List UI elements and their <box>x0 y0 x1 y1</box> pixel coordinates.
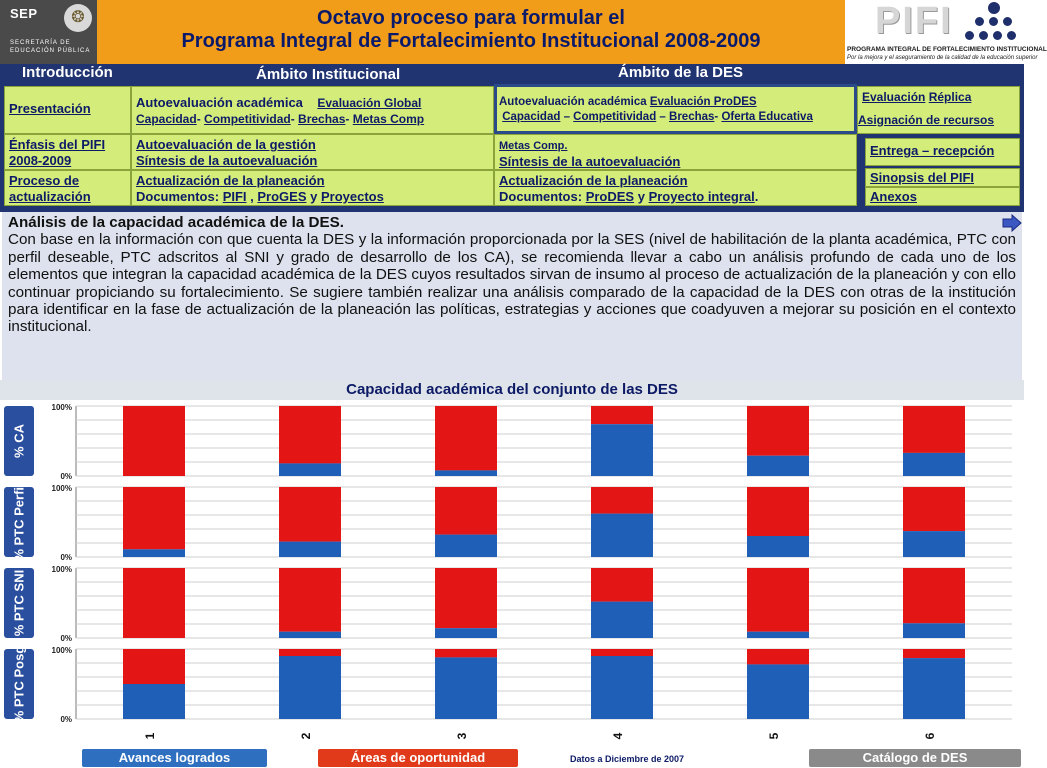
nav-des-sintesis <box>494 134 857 170</box>
category-label: 4 <box>611 732 625 740</box>
nav-sinopsis[interactable] <box>865 168 1020 187</box>
pifi-logo <box>845 0 1047 64</box>
pifi-logo-line1: PROGRAMA INTEGRAL DE FORTALECIMIENTO INSTITUCIONAL <box>847 46 1047 53</box>
des-autoeval-label: Autoevaluación académica <box>499 96 647 108</box>
des-sintesis-link[interactable]: Síntesis de la autoevaluación <box>499 154 681 169</box>
bar-remainder <box>279 649 341 656</box>
bar-value <box>279 542 341 557</box>
nav-inst-gestion <box>131 134 494 170</box>
analysis-body: Con base en la información con que cuenta la DES y la información proporcionada por la SES (nivel de habilitación de la planta académica, PTC con perfil deseable, PTC adscritos al SNI y grado de desarrollo de los CA), se recomienda llevar a cabo un análisis profundo de cada uno de los elementos que integran la capacidad académica de la DES cuyos resultados sirvan de insumo al proceso de actualización de la planeación y con ello continuar propiciando su fortalecimiento. Se sugiere también realizar una análisis comparado de la capacidad de la DES con otras de la institución para identificar en la fase de actualización de la planeación las políticas, estrategias y acciones que coadyuven a mejorar su posición en el contexto institucional. <box>8 231 1016 336</box>
tick-label: 0% <box>60 634 72 643</box>
nav-proceso[interactable] <box>4 170 131 206</box>
pifi-logo-text: PIFI <box>875 0 953 42</box>
bar-remainder <box>435 568 497 628</box>
bar-remainder <box>123 487 185 549</box>
inst-competitividad-link[interactable]: Competitividad <box>204 112 291 126</box>
des-competitividad-link[interactable]: Competitividad <box>573 111 657 123</box>
nav-inst-autoevaluacion: Autoevaluación académica Evaluación Global Capacidad- Competitividad- Brechas- Metas Comp <box>131 86 494 134</box>
bar-remainder <box>903 649 965 658</box>
bar-value <box>123 684 185 719</box>
avances-logrados-button[interactable]: Avances logrados <box>82 749 267 767</box>
inst-sintesis-link[interactable]: Síntesis de la autoevaluación <box>136 153 318 168</box>
bar-value <box>903 531 965 557</box>
bar-remainder <box>591 568 653 602</box>
sep-logo-line2: EDUCACIÓN PÚBLICA <box>10 48 91 54</box>
bar-value <box>591 424 653 476</box>
bar-value <box>279 656 341 719</box>
data-date-note: Datos a Diciembre de 2007 <box>570 754 685 764</box>
tick-label: 100% <box>51 646 72 655</box>
bar-remainder <box>279 487 341 542</box>
inst-pifi-link[interactable]: PIFI <box>222 189 247 204</box>
tick-label: 0% <box>60 472 72 481</box>
panel-label: % PTC SNI <box>4 568 34 638</box>
inst-metas-comp-link[interactable]: Metas Comp <box>352 112 425 126</box>
analysis-text-block <box>2 212 1022 380</box>
des-eval-prodes-link[interactable]: Evaluación ProDES <box>649 96 757 108</box>
category-label: 5 <box>767 732 781 740</box>
bar-remainder <box>591 649 653 656</box>
replica-link[interactable]: Réplica <box>928 90 972 104</box>
category-label: 6 <box>923 732 937 740</box>
tick-label: 100% <box>51 565 72 574</box>
inst-actualizacion-link[interactable]: Actualización de la planeación <box>136 173 325 188</box>
bar-value <box>903 453 965 476</box>
stacked-bar-charts <box>0 400 1024 746</box>
inst-capacidad-link[interactable]: Capacidad <box>136 112 197 126</box>
inst-autoeval-label: Autoevaluación académica <box>136 95 303 110</box>
des-prodes-link[interactable]: ProDES <box>585 189 635 204</box>
inst-eval-global-link[interactable]: Evaluación Global <box>317 96 422 110</box>
bar-value <box>747 664 809 719</box>
nav-enfasis[interactable] <box>4 134 131 170</box>
category-label: 3 <box>455 732 469 740</box>
evaluacion-link[interactable]: Evaluación <box>862 90 926 104</box>
bar-value <box>591 602 653 638</box>
bar-remainder <box>123 649 185 684</box>
sep-logo <box>0 0 97 64</box>
nav-heading-introduccion[interactable]: Introducción <box>22 64 113 81</box>
bar-value <box>123 549 185 557</box>
bar-value <box>591 656 653 719</box>
bar-remainder <box>123 568 185 638</box>
tick-label: 100% <box>51 484 72 493</box>
presentacion-link[interactable]: Presentación <box>9 101 91 116</box>
des-actualizacion-link[interactable]: Actualización de la planeación <box>499 173 688 188</box>
chart-title: Capacidad académica del conjunto de las DES <box>0 380 1024 400</box>
asignacion-link[interactable]: Asignación de recursos <box>858 113 995 127</box>
bar-value <box>435 657 497 719</box>
entrega-link[interactable]: Entrega – recepción <box>870 143 995 158</box>
category-label: 2 <box>299 732 313 740</box>
des-documentos-label: Documentos: <box>499 189 583 204</box>
bar-value <box>903 623 965 638</box>
chart-area <box>0 400 1024 746</box>
bar-remainder <box>903 487 965 531</box>
des-y-label: y <box>637 189 645 204</box>
nav-entrega[interactable] <box>865 138 1020 166</box>
next-arrow-icon[interactable] <box>1002 214 1022 232</box>
footer-bar <box>0 746 1024 768</box>
bar-remainder <box>279 406 341 463</box>
inst-documentos-label: Documentos: <box>136 189 220 204</box>
inst-brechas-link[interactable]: Brechas <box>298 112 346 126</box>
areas-oportunidad-button[interactable]: Áreas de oportunidad <box>318 749 518 767</box>
bar-value <box>747 456 809 476</box>
inst-proges-link[interactable]: ProGES <box>257 189 307 204</box>
proceso-link[interactable]: Proceso de actualización <box>9 173 91 204</box>
anexos-link[interactable]: Anexos <box>870 189 917 204</box>
des-brechas-link[interactable]: Brechas <box>669 111 715 123</box>
bar-value <box>591 514 653 557</box>
catalogo-des-button[interactable]: Catálogo de DES <box>809 749 1021 767</box>
bar-remainder <box>747 406 809 456</box>
bar-remainder <box>903 568 965 623</box>
pifi-logo-line2: Por la mejora y el aseguramiento de la calidad de la educación superior <box>847 55 1038 61</box>
sinopsis-link[interactable]: Sinopsis del PIFI <box>870 170 975 185</box>
panel-label: % PTC Posg <box>4 649 34 719</box>
nav-des-planeacion: Actualización de la planeación Documentos: ProDES y Proyecto integral. <box>494 170 857 206</box>
bar-remainder <box>591 487 653 514</box>
panel-label: % CA <box>4 406 34 476</box>
bar-value <box>435 535 497 557</box>
enfasis-link[interactable]: Énfasis del PIFI 2008-2009 <box>9 137 106 168</box>
nav-anexos[interactable] <box>865 187 1020 206</box>
bar-remainder <box>591 406 653 424</box>
bar-value <box>747 632 809 638</box>
pifi-dots-icon <box>963 2 1023 46</box>
des-capacidad-link[interactable]: Capacidad <box>502 111 561 123</box>
bar-remainder <box>903 406 965 453</box>
bar-remainder <box>747 487 809 536</box>
category-label: 1 <box>143 732 157 740</box>
panel-label: % PTC Perfil <box>4 487 34 557</box>
des-oferta-link[interactable]: Oferta Educativa <box>721 111 813 123</box>
page-title-line2: Programa Integral de Fortalecimiento Institucional 2008-2009 <box>181 30 761 52</box>
inst-proyectos-link[interactable]: Proyectos <box>320 189 384 204</box>
bar-remainder <box>747 649 809 664</box>
bar-value <box>435 470 497 476</box>
tick-label: 100% <box>51 403 72 412</box>
bar-value <box>279 463 341 476</box>
page-title-line1: Octavo proceso para formular el <box>317 7 625 29</box>
tick-label: 0% <box>60 553 72 562</box>
bar-value <box>279 632 341 638</box>
bar-value <box>747 536 809 557</box>
nav-evaluacion <box>857 86 1020 134</box>
nav-des-autoevaluacion: Autoevaluación académica Evaluación ProDES Capacidad – Competitividad – Brechas- Oferta Educativa <box>494 86 857 134</box>
nav-heading-ambito-institucional: Ámbito Institucional <box>256 66 401 83</box>
bar-remainder <box>435 649 497 657</box>
bar-remainder <box>279 568 341 632</box>
des-metas-comp-link[interactable]: Metas Comp. <box>499 140 568 152</box>
nav-presentacion[interactable] <box>4 86 131 134</box>
des-proyecto-integral-link[interactable]: Proyecto integral <box>648 189 755 204</box>
tick-label: 0% <box>60 715 72 724</box>
bar-remainder <box>435 487 497 535</box>
bar-remainder <box>435 406 497 470</box>
inst-autoeval-gestion-link[interactable]: Autoevaluación de la gestión <box>136 137 316 152</box>
mexico-seal-icon: ❂ <box>64 4 92 32</box>
nav-heading-ambito-des: Ámbito de la DES <box>618 64 744 81</box>
bar-value <box>435 628 497 638</box>
sep-logo-text: SEP <box>10 6 38 21</box>
bar-remainder <box>123 406 185 476</box>
nav-inst-planeacion: Actualización de la planeación Documentos: PIFI , ProGES y Proyectos <box>131 170 494 206</box>
analysis-heading: Análisis de la capacidad académica de la DES. <box>8 214 344 231</box>
sep-logo-line1: SECRETARÍA DE <box>10 40 71 46</box>
bar-remainder <box>747 568 809 632</box>
inst-y-label: y <box>310 189 318 204</box>
title-banner <box>97 0 845 64</box>
bar-value <box>903 658 965 719</box>
